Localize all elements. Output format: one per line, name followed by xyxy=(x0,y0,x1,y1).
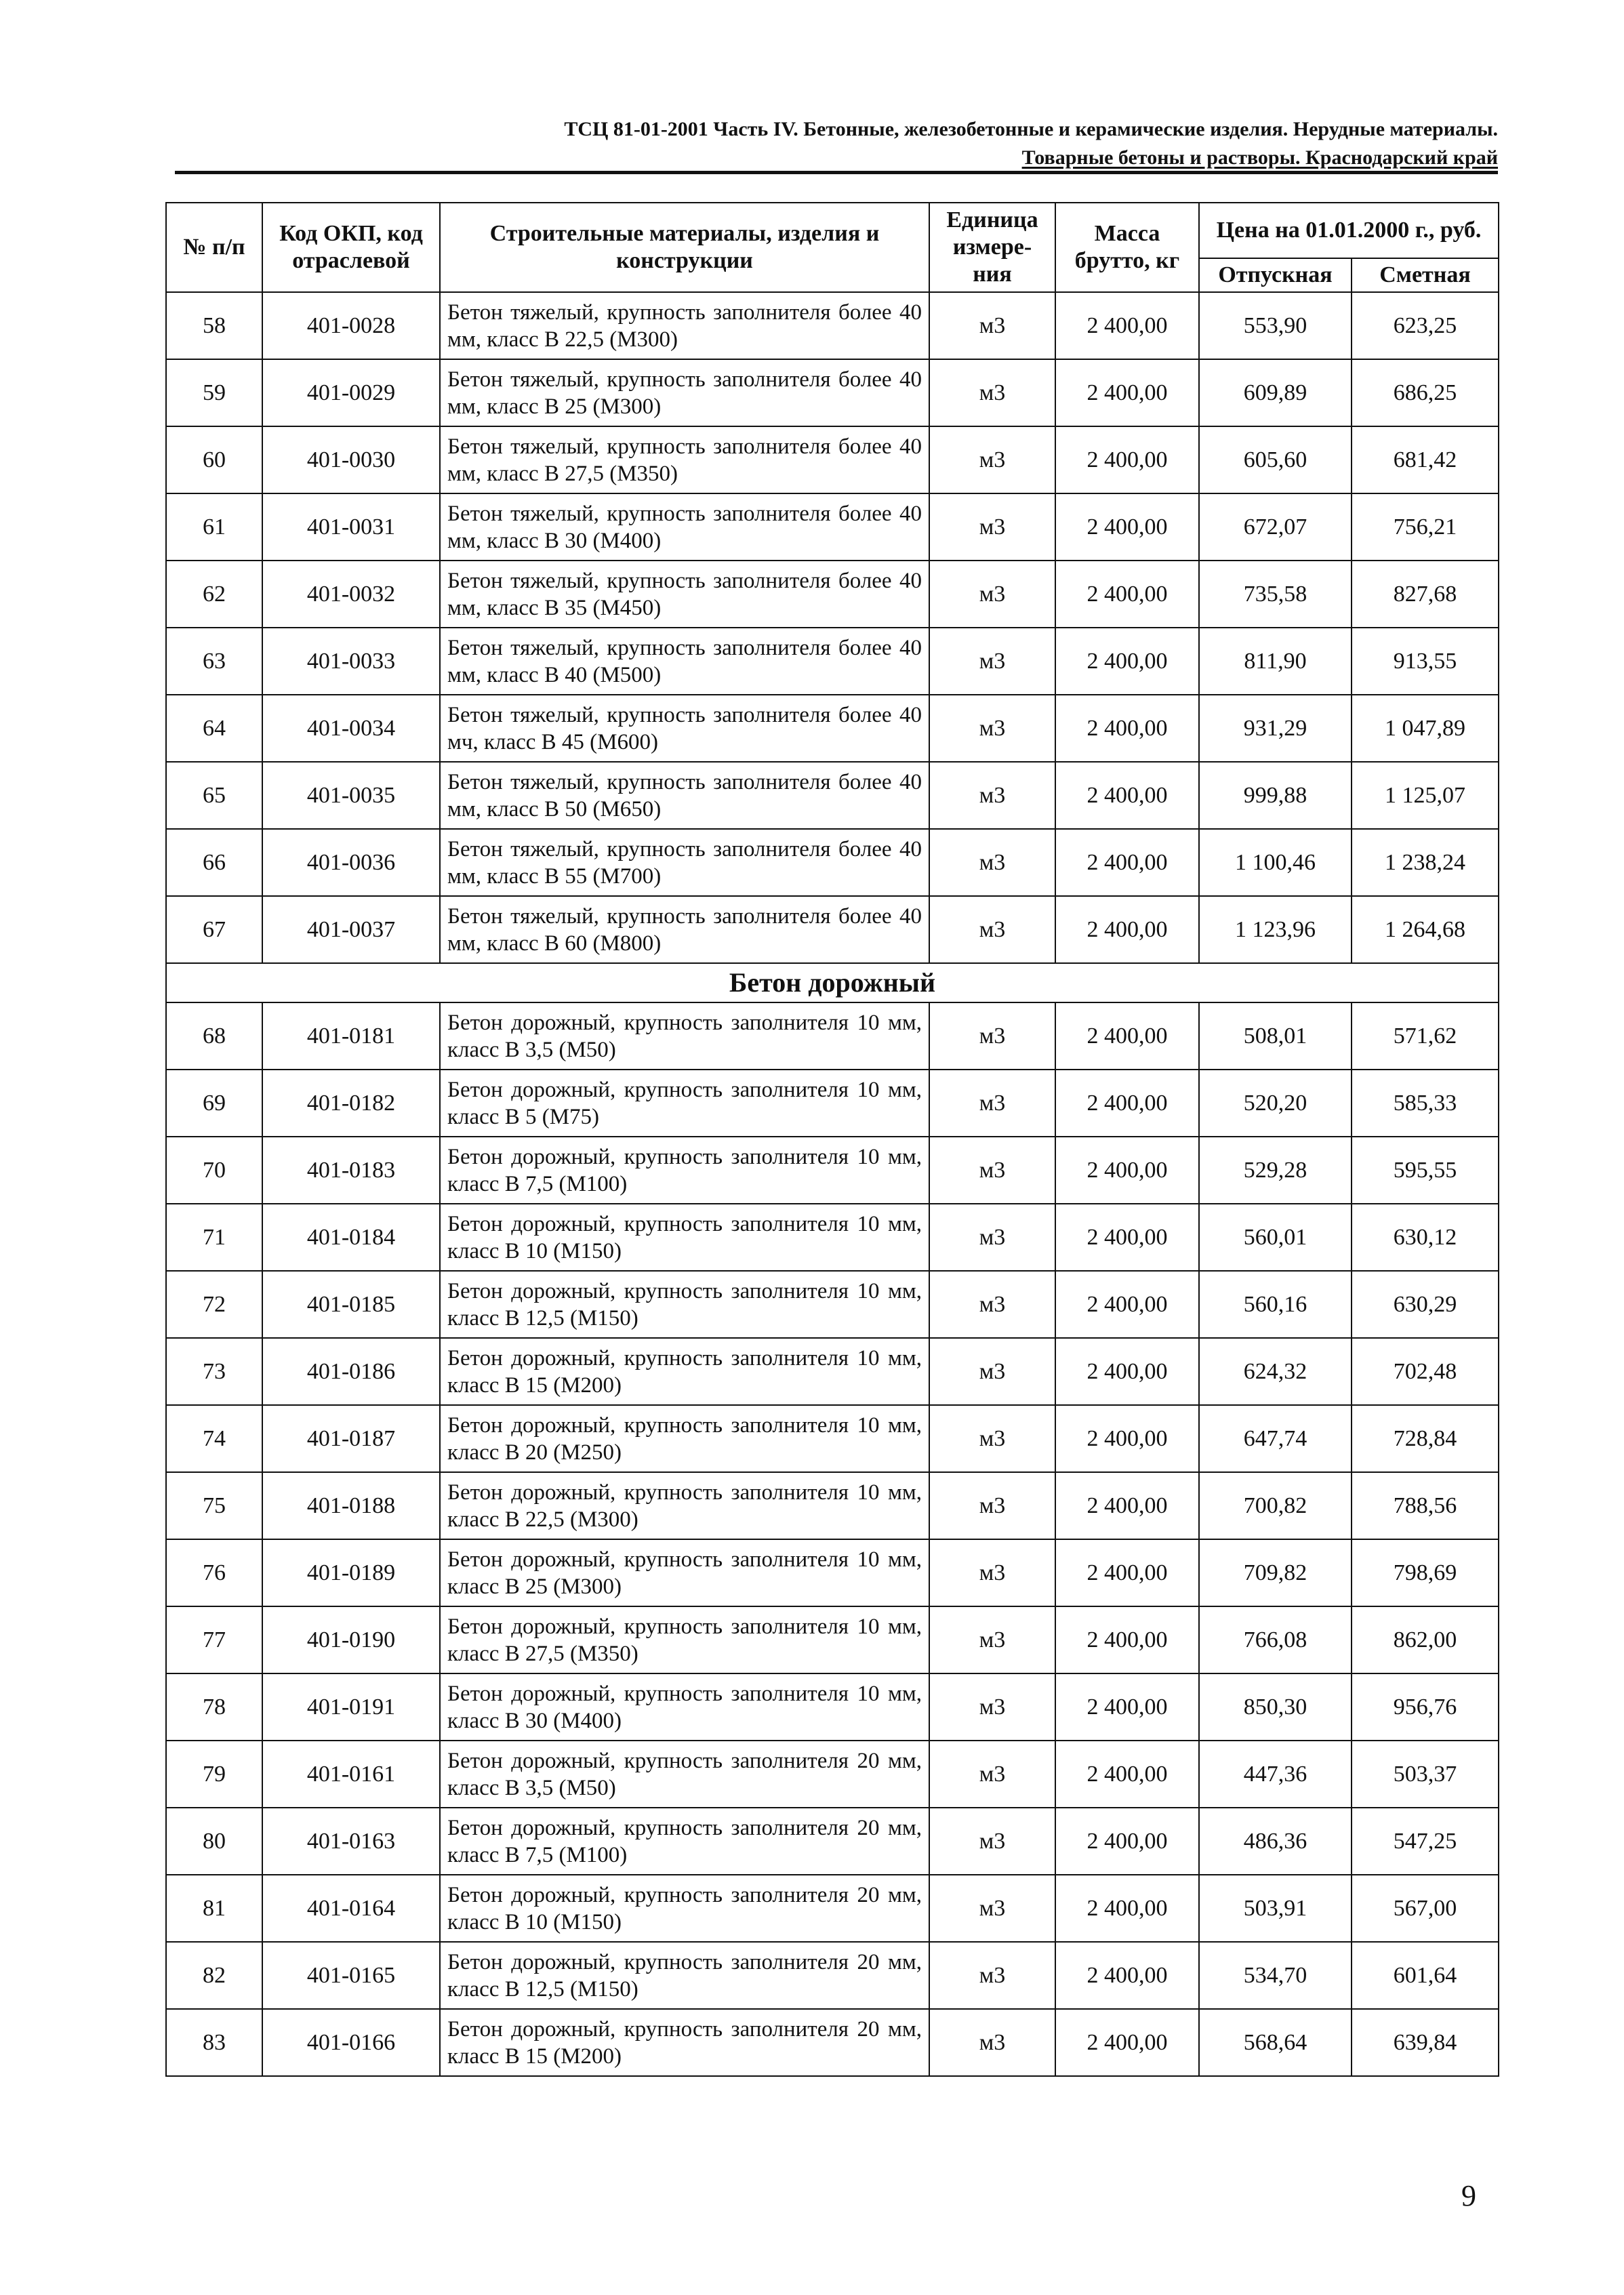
table-body-road-concrete xyxy=(166,1002,1499,2076)
cell-release-price: 735,58 xyxy=(1199,561,1352,628)
table-row xyxy=(166,1338,1499,1405)
cell-estimate-price: 595,55 xyxy=(1352,1137,1499,1204)
cell-code: 401-0035 xyxy=(262,762,440,829)
section-row xyxy=(166,963,1499,1002)
table-row xyxy=(166,292,1499,359)
cell-code: 401-0183 xyxy=(262,1137,440,1204)
cell-mass: 2 400,00 xyxy=(1055,1271,1199,1338)
cell-name: Бетон дорожный, крупность заполнителя 10 мм, класс В 22,5 (М300) xyxy=(440,1472,929,1539)
table-row xyxy=(166,561,1499,628)
cell-code: 401-0037 xyxy=(262,896,440,963)
cell-estimate-price: 571,62 xyxy=(1352,1002,1499,1070)
cell-mass: 2 400,00 xyxy=(1055,1606,1199,1673)
cell-code: 401-0034 xyxy=(262,695,440,762)
cell-release-price: 1 123,96 xyxy=(1199,896,1352,963)
cell-name: Бетон дорожный, крупность заполнителя 20 мм, класс В 10 (М150) xyxy=(440,1875,929,1942)
table-row xyxy=(166,1070,1499,1137)
cell-unit: м3 xyxy=(929,561,1055,628)
cell-mass: 2 400,00 xyxy=(1055,292,1199,359)
cell-num: 73 xyxy=(166,1338,262,1405)
cell-estimate-price: 585,33 xyxy=(1352,1070,1499,1137)
cell-mass: 2 400,00 xyxy=(1055,493,1199,561)
cell-estimate-price: 798,69 xyxy=(1352,1539,1499,1606)
cell-release-price: 1 100,46 xyxy=(1199,829,1352,896)
cell-num: 69 xyxy=(166,1070,262,1137)
cell-mass: 2 400,00 xyxy=(1055,628,1199,695)
table-row xyxy=(166,359,1499,426)
cell-num: 81 xyxy=(166,1875,262,1942)
cell-num: 67 xyxy=(166,896,262,963)
cell-estimate-price: 630,12 xyxy=(1352,1204,1499,1271)
cell-name: Бетон дорожный, крупность заполнителя 10 мм, класс В 15 (М200) xyxy=(440,1338,929,1405)
cell-name: Бетон тяжелый, крупность заполнителя более 40 мм, класс В 22,5 (М300) xyxy=(440,292,929,359)
cell-mass: 2 400,00 xyxy=(1055,1472,1199,1539)
cell-num: 60 xyxy=(166,426,262,493)
cell-release-price: 508,01 xyxy=(1199,1002,1352,1070)
cell-name: Бетон дорожный, крупность заполнителя 20 мм, класс В 7,5 (М100) xyxy=(440,1808,929,1875)
cell-num: 76 xyxy=(166,1539,262,1606)
cell-estimate-price: 788,56 xyxy=(1352,1472,1499,1539)
cell-release-price: 447,36 xyxy=(1199,1741,1352,1808)
col-header-price-group: Цена на 01.01.2000 г., руб. xyxy=(1199,203,1499,258)
col-header-name: Строительные материалы, изделия и конструкции xyxy=(440,203,929,292)
cell-mass: 2 400,00 xyxy=(1055,359,1199,426)
cell-release-price: 609,89 xyxy=(1199,359,1352,426)
cell-num: 63 xyxy=(166,628,262,695)
cell-name: Бетон дорожный, крупность заполнителя 20 мм, класс В 3,5 (М50) xyxy=(440,1741,929,1808)
cell-estimate-price: 756,21 xyxy=(1352,493,1499,561)
cell-num: 65 xyxy=(166,762,262,829)
cell-name: Бетон дорожный, крупность заполнителя 10 мм, класс В 5 (М75) xyxy=(440,1070,929,1137)
col-header-code: Код ОКП, код отраслевой xyxy=(262,203,440,292)
cell-unit: м3 xyxy=(929,1002,1055,1070)
table-row xyxy=(166,1137,1499,1204)
cell-unit: м3 xyxy=(929,628,1055,695)
cell-code: 401-0182 xyxy=(262,1070,440,1137)
table-row xyxy=(166,1405,1499,1472)
section-road-concrete xyxy=(166,963,1499,1002)
cell-num: 79 xyxy=(166,1741,262,1808)
cell-estimate-price: 728,84 xyxy=(1352,1405,1499,1472)
cell-mass: 2 400,00 xyxy=(1055,695,1199,762)
cell-mass: 2 400,00 xyxy=(1055,1405,1199,1472)
cell-unit: м3 xyxy=(929,1405,1055,1472)
section-title: Бетон дорожный xyxy=(166,963,1499,1002)
cell-unit: м3 xyxy=(929,695,1055,762)
cell-num: 70 xyxy=(166,1137,262,1204)
cell-estimate-price: 601,64 xyxy=(1352,1942,1499,2009)
cell-release-price: 700,82 xyxy=(1199,1472,1352,1539)
cell-release-price: 605,60 xyxy=(1199,426,1352,493)
cell-mass: 2 400,00 xyxy=(1055,1070,1199,1137)
cell-unit: м3 xyxy=(929,896,1055,963)
cell-code: 401-0030 xyxy=(262,426,440,493)
cell-name: Бетон дорожный, крупность заполнителя 10 мм, класс В 7,5 (М100) xyxy=(440,1137,929,1204)
cell-name: Бетон дорожный, крупность заполнителя 10 мм, класс В 25 (М300) xyxy=(440,1539,929,1606)
cell-mass: 2 400,00 xyxy=(1055,426,1199,493)
cell-name: Бетон тяжелый, крупность заполнителя более 40 мм, класс В 35 (М450) xyxy=(440,561,929,628)
cell-unit: м3 xyxy=(929,2009,1055,2076)
cell-code: 401-0028 xyxy=(262,292,440,359)
cell-estimate-price: 630,29 xyxy=(1352,1271,1499,1338)
cell-unit: м3 xyxy=(929,829,1055,896)
table-row xyxy=(166,695,1499,762)
cell-mass: 2 400,00 xyxy=(1055,896,1199,963)
cell-release-price: 850,30 xyxy=(1199,1673,1352,1741)
cell-unit: м3 xyxy=(929,359,1055,426)
table-row xyxy=(166,1472,1499,1539)
cell-name: Бетон тяжелый, крупность заполнителя более 40 мм, класс В 40 (М500) xyxy=(440,628,929,695)
cell-name: Бетон дорожный, крупность заполнителя 10 мм, класс В 3,5 (М50) xyxy=(440,1002,929,1070)
cell-num: 62 xyxy=(166,561,262,628)
cell-name: Бетон тяжелый, крупность заполнителя более 40 мм, класс В 27,5 (М350) xyxy=(440,426,929,493)
cell-name: Бетон тяжелый, крупность заполнителя более 40 мч, класс В 45 (М600) xyxy=(440,695,929,762)
cell-code: 401-0181 xyxy=(262,1002,440,1070)
cell-mass: 2 400,00 xyxy=(1055,1137,1199,1204)
cell-release-price: 931,29 xyxy=(1199,695,1352,762)
table-row xyxy=(166,1271,1499,1338)
cell-release-price: 672,07 xyxy=(1199,493,1352,561)
cell-num: 74 xyxy=(166,1405,262,1472)
cell-name: Бетон дорожный, крупность заполнителя 20 мм, класс В 15 (М200) xyxy=(440,2009,929,2076)
cell-mass: 2 400,00 xyxy=(1055,1741,1199,1808)
table-row xyxy=(166,2009,1499,2076)
cell-unit: м3 xyxy=(929,1673,1055,1741)
cell-name: Бетон дорожный, крупность заполнителя 10 мм, класс В 20 (М250) xyxy=(440,1405,929,1472)
cell-estimate-price: 862,00 xyxy=(1352,1606,1499,1673)
cell-num: 80 xyxy=(166,1808,262,1875)
cell-mass: 2 400,00 xyxy=(1055,1204,1199,1271)
cell-num: 78 xyxy=(166,1673,262,1741)
cell-num: 58 xyxy=(166,292,262,359)
cell-name: Бетон дорожный, крупность заполнителя 20 мм, класс В 12,5 (М150) xyxy=(440,1942,929,2009)
cell-num: 72 xyxy=(166,1271,262,1338)
cell-unit: м3 xyxy=(929,1472,1055,1539)
cell-code: 401-0184 xyxy=(262,1204,440,1271)
col-header-release: Отпускная xyxy=(1199,258,1352,292)
cell-release-price: 647,74 xyxy=(1199,1405,1352,1472)
col-header-estimate: Сметная xyxy=(1352,258,1499,292)
cell-mass: 2 400,00 xyxy=(1055,1002,1199,1070)
col-header-unit: Единица измере-ния xyxy=(929,203,1055,292)
header-line-2: Товарные бетоны и растворы. Краснодарский край xyxy=(1021,146,1498,169)
cell-code: 401-0031 xyxy=(262,493,440,561)
cell-unit: м3 xyxy=(929,762,1055,829)
table-row xyxy=(166,493,1499,561)
cell-release-price: 624,32 xyxy=(1199,1338,1352,1405)
cell-unit: м3 xyxy=(929,1942,1055,2009)
cell-unit: м3 xyxy=(929,1875,1055,1942)
cell-estimate-price: 503,37 xyxy=(1352,1741,1499,1808)
cell-mass: 2 400,00 xyxy=(1055,1808,1199,1875)
table-body-heavy-concrete xyxy=(166,292,1499,963)
cell-release-price: 486,36 xyxy=(1199,1808,1352,1875)
cell-name: Бетон дорожный, крупность заполнителя 10 мм, класс В 10 (М150) xyxy=(440,1204,929,1271)
cell-release-price: 568,64 xyxy=(1199,2009,1352,2076)
cell-mass: 2 400,00 xyxy=(1055,1673,1199,1741)
cell-num: 68 xyxy=(166,1002,262,1070)
cell-code: 401-0187 xyxy=(262,1405,440,1472)
table-row xyxy=(166,762,1499,829)
cell-unit: м3 xyxy=(929,426,1055,493)
cell-estimate-price: 913,55 xyxy=(1352,628,1499,695)
cell-mass: 2 400,00 xyxy=(1055,1942,1199,2009)
cell-unit: м3 xyxy=(929,1070,1055,1137)
cell-release-price: 999,88 xyxy=(1199,762,1352,829)
cell-unit: м3 xyxy=(929,292,1055,359)
cell-estimate-price: 1 264,68 xyxy=(1352,896,1499,963)
cell-num: 59 xyxy=(166,359,262,426)
cell-code: 401-0189 xyxy=(262,1539,440,1606)
table-row xyxy=(166,1002,1499,1070)
cell-name: Бетон тяжелый, крупность заполнителя более 40 мм, класс В 60 (М800) xyxy=(440,896,929,963)
cell-mass: 2 400,00 xyxy=(1055,1539,1199,1606)
cell-num: 71 xyxy=(166,1204,262,1271)
cell-unit: м3 xyxy=(929,493,1055,561)
cell-num: 64 xyxy=(166,695,262,762)
cell-unit: м3 xyxy=(929,1741,1055,1808)
cell-release-price: 811,90 xyxy=(1199,628,1352,695)
cell-release-price: 560,01 xyxy=(1199,1204,1352,1271)
cell-name: Бетон дорожный, крупность заполнителя 10 мм, класс В 27,5 (М350) xyxy=(440,1606,929,1673)
price-table xyxy=(165,202,1499,2077)
cell-estimate-price: 686,25 xyxy=(1352,359,1499,426)
cell-code: 401-0163 xyxy=(262,1808,440,1875)
cell-code: 401-0191 xyxy=(262,1673,440,1741)
cell-code: 401-0161 xyxy=(262,1741,440,1808)
header-rule xyxy=(175,171,1498,174)
cell-mass: 2 400,00 xyxy=(1055,1875,1199,1942)
cell-estimate-price: 1 238,24 xyxy=(1352,829,1499,896)
cell-mass: 2 400,00 xyxy=(1055,829,1199,896)
cell-code: 401-0190 xyxy=(262,1606,440,1673)
cell-name: Бетон тяжелый, крупность заполнителя более 40 мм, класс В 55 (М700) xyxy=(440,829,929,896)
cell-release-price: 520,20 xyxy=(1199,1070,1352,1137)
table-row xyxy=(166,1741,1499,1808)
cell-estimate-price: 1 125,07 xyxy=(1352,762,1499,829)
cell-mass: 2 400,00 xyxy=(1055,561,1199,628)
cell-num: 83 xyxy=(166,2009,262,2076)
table-row xyxy=(166,829,1499,896)
cell-estimate-price: 827,68 xyxy=(1352,561,1499,628)
cell-name: Бетон тяжелый, крупность заполнителя более 40 мм, класс В 25 (М300) xyxy=(440,359,929,426)
cell-release-price: 560,16 xyxy=(1199,1271,1352,1338)
cell-num: 82 xyxy=(166,1942,262,2009)
table-row xyxy=(166,1539,1499,1606)
page-number: 9 xyxy=(1461,2179,1476,2212)
cell-code: 401-0033 xyxy=(262,628,440,695)
table-row xyxy=(166,1673,1499,1741)
cell-num: 75 xyxy=(166,1472,262,1539)
cell-unit: м3 xyxy=(929,1606,1055,1673)
cell-estimate-price: 1 047,89 xyxy=(1352,695,1499,762)
cell-release-price: 534,70 xyxy=(1199,1942,1352,2009)
cell-name: Бетон тяжелый, крупность заполнителя более 40 мм, класс В 50 (М650) xyxy=(440,762,929,829)
cell-num: 61 xyxy=(166,493,262,561)
cell-code: 401-0036 xyxy=(262,829,440,896)
cell-mass: 2 400,00 xyxy=(1055,762,1199,829)
col-header-num: № п/п xyxy=(166,203,262,292)
cell-code: 401-0029 xyxy=(262,359,440,426)
cell-unit: м3 xyxy=(929,1338,1055,1405)
table-row xyxy=(166,1204,1499,1271)
cell-estimate-price: 681,42 xyxy=(1352,426,1499,493)
cell-release-price: 553,90 xyxy=(1199,292,1352,359)
table-row xyxy=(166,896,1499,963)
cell-release-price: 503,91 xyxy=(1199,1875,1352,1942)
table-row xyxy=(166,1875,1499,1942)
cell-code: 401-0164 xyxy=(262,1875,440,1942)
cell-unit: м3 xyxy=(929,1204,1055,1271)
cell-code: 401-0188 xyxy=(262,1472,440,1539)
cell-unit: м3 xyxy=(929,1539,1055,1606)
cell-estimate-price: 956,76 xyxy=(1352,1673,1499,1741)
cell-code: 401-0032 xyxy=(262,561,440,628)
running-header xyxy=(176,115,1498,172)
cell-estimate-price: 702,48 xyxy=(1352,1338,1499,1405)
cell-name: Бетон дорожный, крупность заполнителя 10 мм, класс В 30 (М400) xyxy=(440,1673,929,1741)
cell-release-price: 766,08 xyxy=(1199,1606,1352,1673)
cell-code: 401-0166 xyxy=(262,2009,440,2076)
table-row xyxy=(166,628,1499,695)
cell-name: Бетон тяжелый, крупность заполнителя более 40 мм, класс В 30 (М400) xyxy=(440,493,929,561)
cell-estimate-price: 567,00 xyxy=(1352,1875,1499,1942)
cell-num: 66 xyxy=(166,829,262,896)
cell-code: 401-0185 xyxy=(262,1271,440,1338)
cell-mass: 2 400,00 xyxy=(1055,1338,1199,1405)
header-line-1: ТСЦ 81-01-2001 Часть IV. Бетонные, железобетонные и керамические изделия. Нерудные материалы. xyxy=(564,118,1498,140)
table-row xyxy=(166,426,1499,493)
cell-estimate-price: 547,25 xyxy=(1352,1808,1499,1875)
cell-code: 401-0165 xyxy=(262,1942,440,2009)
cell-num: 77 xyxy=(166,1606,262,1673)
cell-release-price: 529,28 xyxy=(1199,1137,1352,1204)
table-row xyxy=(166,1808,1499,1875)
table-row xyxy=(166,1606,1499,1673)
cell-code: 401-0186 xyxy=(262,1338,440,1405)
table-row xyxy=(166,1942,1499,2009)
cell-name: Бетон дорожный, крупность заполнителя 10 мм, класс В 12,5 (М150) xyxy=(440,1271,929,1338)
cell-release-price: 709,82 xyxy=(1199,1539,1352,1606)
cell-mass: 2 400,00 xyxy=(1055,2009,1199,2076)
cell-estimate-price: 623,25 xyxy=(1352,292,1499,359)
cell-unit: м3 xyxy=(929,1808,1055,1875)
cell-unit: м3 xyxy=(929,1137,1055,1204)
cell-estimate-price: 639,84 xyxy=(1352,2009,1499,2076)
table-header xyxy=(166,203,1499,292)
col-header-mass: Масса брутто, кг xyxy=(1055,203,1199,292)
cell-unit: м3 xyxy=(929,1271,1055,1338)
